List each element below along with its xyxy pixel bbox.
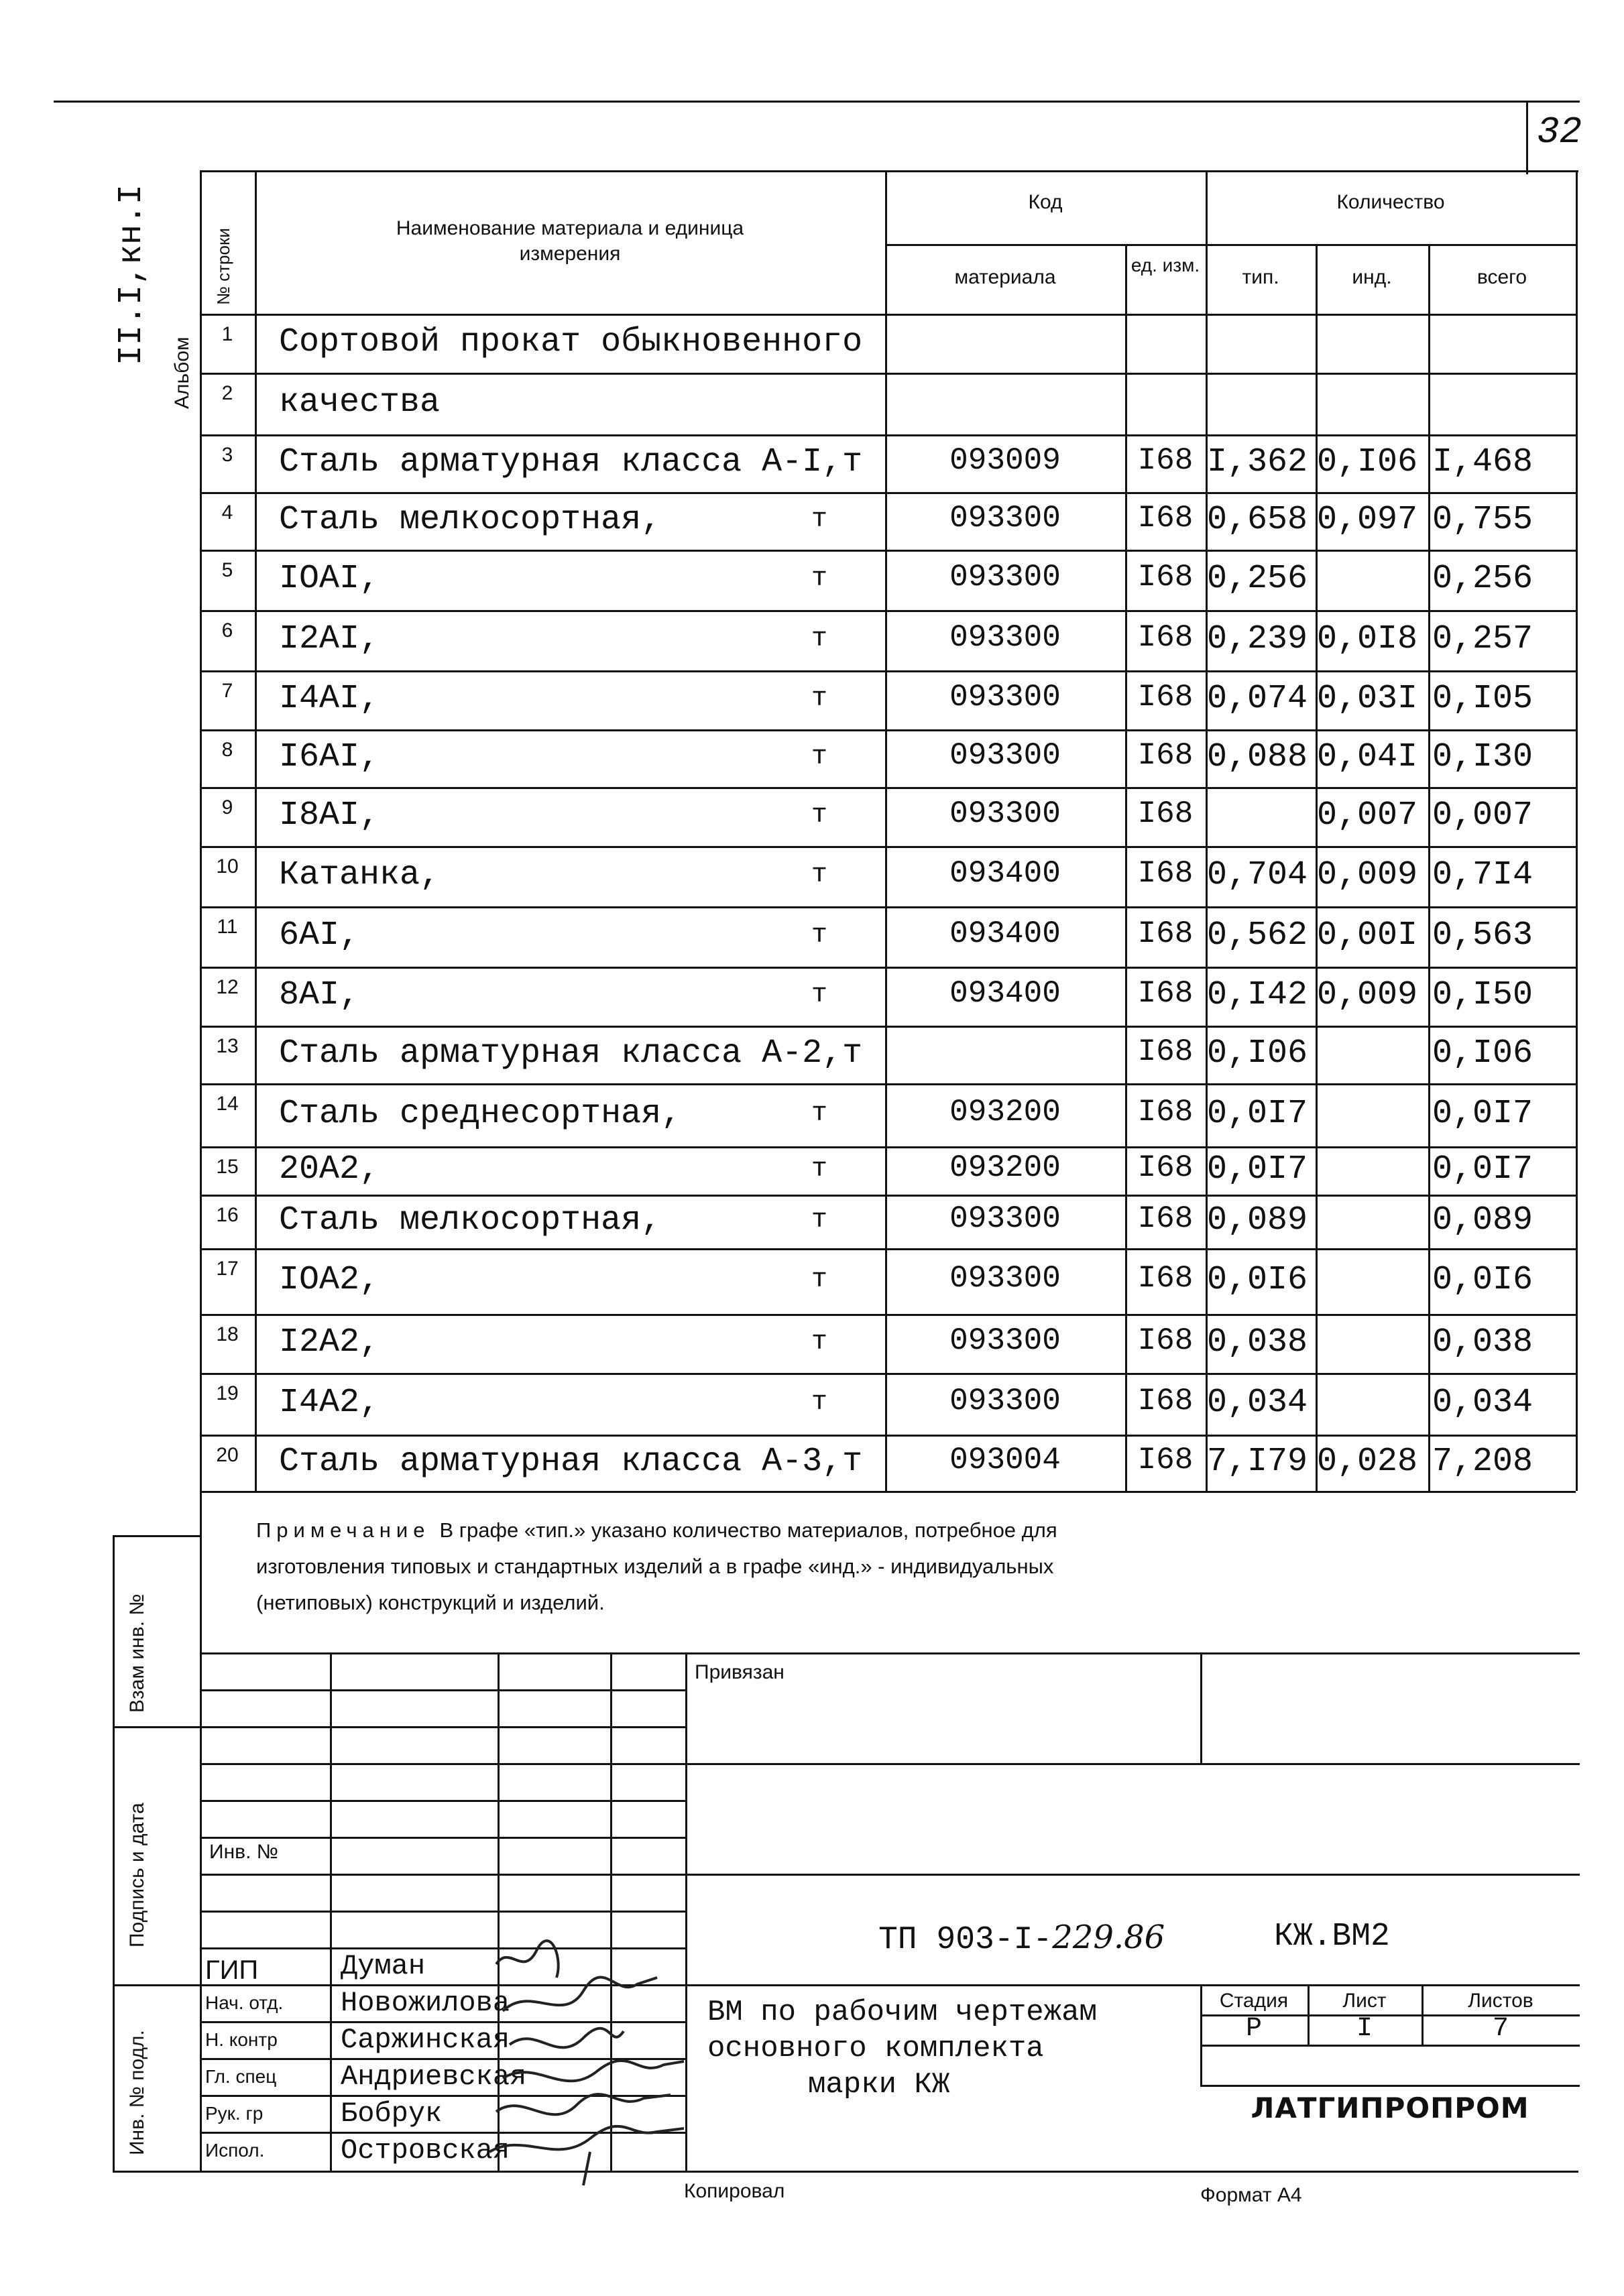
stage-label: Стадия [1219, 1990, 1289, 2012]
cell-unit: т [811, 624, 828, 654]
cell-row-no: 11 [217, 916, 238, 938]
header-code-material: материала [954, 266, 1056, 288]
row-separator [200, 787, 1576, 789]
cell-total: 7,208 [1432, 1443, 1533, 1481]
header-qty: Количество [1336, 191, 1445, 213]
cell-typ: 0,038 [1207, 1323, 1308, 1362]
cell-code: 093300 [949, 620, 1061, 655]
cell-unit-code: I68 [1137, 1095, 1194, 1130]
cell-name: I4AI, [279, 680, 380, 718]
signature-2 [503, 1978, 657, 2011]
row-separator [200, 434, 1576, 436]
tb-h-6 [200, 1874, 1580, 1876]
cell-ind: 0,009 [1317, 976, 1418, 1014]
cell-row-no: 16 [216, 1204, 239, 1226]
cell-unit-code: I68 [1137, 1323, 1194, 1358]
cell-code: 093004 [949, 1443, 1061, 1477]
attached-label: Привязан [695, 1661, 785, 1683]
row-separator [200, 1314, 1576, 1316]
cell-typ: 0,0I7 [1207, 1150, 1308, 1189]
col-sep-ind [1428, 244, 1430, 1491]
cell-unit-code: I68 [1137, 680, 1194, 715]
cell-unit-code: I68 [1137, 738, 1194, 773]
cell-code: 093200 [949, 1095, 1061, 1130]
cell-unit-code: I68 [1137, 1150, 1194, 1185]
cell-row-no: 6 [221, 619, 233, 642]
cell-row-no: 13 [216, 1035, 239, 1057]
row-separator [200, 550, 1576, 552]
tb-h-5 [200, 1837, 685, 1839]
cell-unit-code: I68 [1137, 1201, 1194, 1236]
cell-row-no: 20 [216, 1444, 239, 1466]
cell-unit-code: I68 [1137, 796, 1194, 831]
cell-ind: 0,0I8 [1317, 620, 1418, 658]
description-line-3: марки КЖ [808, 2068, 950, 2102]
doc-mark: КЖ.ВМ2 [1274, 1919, 1390, 1955]
header-row-no: № строки [213, 228, 233, 305]
cell-unit-code: I68 [1137, 443, 1194, 478]
cell-unit: т [811, 1099, 828, 1129]
cell-row-no: 1 [221, 323, 233, 345]
cell-name: 8AI, [279, 976, 360, 1014]
cell-name: Сталь арматурная класса А-I,т [279, 443, 863, 481]
header-code-unit: ед. изм. [1130, 255, 1200, 276]
row-separator [200, 1373, 1576, 1375]
cell-code: 093300 [949, 1384, 1061, 1418]
cell-code: 093300 [949, 501, 1061, 536]
cell-unit: т [811, 1388, 828, 1418]
hdr-mid-line [885, 244, 1576, 246]
cell-name: IOAI, [279, 560, 380, 598]
note-label: Примечание [256, 1518, 430, 1542]
row-separator [200, 1248, 1576, 1250]
role-person: Островская [341, 2134, 510, 2167]
page-number: 32 [1537, 111, 1582, 154]
cell-typ: 0,074 [1207, 680, 1308, 718]
cell-unit: т [811, 564, 828, 594]
col-sep-no [255, 170, 257, 1491]
stamp-sign-date: Подпись и дата [126, 1803, 148, 1947]
cell-ind: 0,00I [1317, 916, 1418, 955]
doc-code-printed: ТП 903-I- [878, 1922, 1053, 1958]
header-name: Наименование материала и единица измерения [396, 217, 744, 265]
role-person: Новожилова [341, 1987, 510, 2019]
album-label: II.I,кн.I [113, 184, 151, 365]
header-qty-ind: инд. [1352, 266, 1392, 288]
row-separator [200, 1195, 1576, 1197]
row-separator [200, 1435, 1576, 1437]
cell-total: 0,563 [1432, 916, 1533, 955]
doc-code [878, 1919, 1165, 1958]
cell-typ: 0,034 [1207, 1384, 1308, 1422]
row-separator [200, 373, 1576, 375]
cell-total: 0,I05 [1432, 680, 1533, 718]
row-separator [200, 1083, 1576, 1085]
sheet-value: I [1356, 2014, 1373, 2044]
cell-total: 0,089 [1432, 1201, 1533, 1240]
hdr-bottom-line [200, 314, 1576, 316]
cell-unit: т [811, 1327, 828, 1357]
stamp-replace-inv: Взам инв. № [126, 1593, 148, 1713]
cell-typ: 0,I06 [1207, 1034, 1308, 1073]
cell-unit: т [811, 920, 828, 951]
cell-row-no: 14 [216, 1093, 239, 1115]
role-person: Андриевская [341, 2061, 527, 2093]
role-title: Н. контр [205, 2029, 278, 2050]
row-separator [200, 967, 1576, 969]
cell-typ: 0,0I7 [1207, 1095, 1308, 1133]
cell-typ: 0,704 [1207, 856, 1308, 894]
cell-row-no: 5 [221, 559, 233, 581]
cell-unit-code: I68 [1137, 856, 1194, 891]
cell-name: Сталь арматурная класса А-2,т [279, 1034, 863, 1073]
cell-row-no: 18 [216, 1323, 239, 1345]
tb-h-9 [200, 1984, 1580, 1986]
cell-unit-code: I68 [1137, 1261, 1194, 1296]
cell-code: 093300 [949, 1323, 1061, 1358]
cell-unit-code: I68 [1137, 976, 1194, 1011]
cell-total: 0,034 [1432, 1384, 1533, 1422]
cell-name: Сталь мелкосортная, [279, 501, 662, 539]
footer-copied: Копировал [684, 2180, 785, 2202]
cell-name: Сортовой прокат обыкновенного [279, 323, 863, 361]
cell-total: 0,I30 [1432, 738, 1533, 776]
cell-total: 0,038 [1432, 1323, 1533, 1362]
signature-5 [496, 2094, 671, 2114]
stage-h-2 [1200, 2045, 1580, 2047]
cell-unit: т [811, 684, 828, 714]
cell-row-no: 12 [216, 976, 239, 998]
signature-6 [489, 2126, 684, 2152]
row-separator [200, 1146, 1576, 1148]
tb-h-4 [200, 1800, 685, 1802]
cell-typ: 0,239 [1207, 620, 1308, 658]
table-top [200, 170, 1578, 172]
cell-name: Сталь мелкосортная, [279, 1201, 662, 1240]
cell-typ: 0,256 [1207, 560, 1308, 598]
cell-name: Катанка, [279, 856, 441, 894]
cell-typ: 0,088 [1207, 738, 1308, 776]
cell-typ: 7,I79 [1207, 1443, 1308, 1481]
cell-typ: 0,089 [1207, 1201, 1308, 1240]
cell-row-no: 2 [221, 382, 233, 404]
cell-row-no: 10 [216, 855, 239, 878]
tb-bottom [113, 2171, 1578, 2173]
cell-name: I6AI, [279, 738, 380, 776]
doc-code-handwritten: 229.86 [1052, 1919, 1165, 1956]
signature-3 [510, 2029, 624, 2048]
table-right [1576, 170, 1578, 1491]
tb-h-1 [200, 1689, 685, 1691]
cell-ind: 0,009 [1317, 856, 1418, 894]
cell-ind: 0,028 [1317, 1443, 1418, 1481]
cell-name: I2AI, [279, 620, 380, 658]
cell-total: 0,755 [1432, 501, 1533, 539]
cell-code: 093300 [949, 680, 1061, 715]
cell-code: 093200 [949, 1150, 1061, 1185]
cell-total: 0,0I7 [1432, 1095, 1533, 1133]
cell-total: 0,007 [1432, 796, 1533, 835]
cell-unit: т [811, 505, 828, 535]
description [707, 1994, 1097, 2103]
sheet-label: Лист [1342, 1990, 1387, 2012]
cell-unit: т [811, 980, 828, 1010]
row-separator [200, 610, 1576, 612]
row-separator [200, 906, 1576, 908]
cell-total: I,468 [1432, 443, 1533, 481]
note-line-2: изготовления типовых и стандартных изделий а в графе «инд.» - индивидуальных [256, 1555, 1054, 1578]
cell-typ: 0,658 [1207, 501, 1308, 539]
cell-code: 093300 [949, 738, 1061, 773]
stamp-sep-2 [113, 1984, 200, 1986]
role-person: Думан [341, 1950, 426, 1982]
cell-typ: 0,0I6 [1207, 1261, 1308, 1299]
cell-code: 093400 [949, 916, 1061, 951]
role-title: Нач. отд. [205, 1992, 284, 2013]
cell-typ: 0,I42 [1207, 976, 1308, 1014]
cell-row-no: 3 [221, 444, 233, 466]
cell-name: I4A2, [279, 1384, 380, 1422]
cell-unit-code: I68 [1137, 1034, 1194, 1069]
cell-name: Сталь среднесортная, [279, 1095, 682, 1133]
role-title: ГИП [205, 1955, 259, 1985]
row-separator [200, 846, 1576, 848]
cell-name: I2A2, [279, 1323, 380, 1362]
organization: ЛАТГИПРОПРОМ [1251, 2092, 1529, 2124]
cell-unit: т [811, 1154, 828, 1185]
cell-unit: т [811, 860, 828, 890]
top-border [54, 101, 1580, 103]
cell-name: 20A2, [279, 1150, 380, 1189]
cell-unit-code: I68 [1137, 501, 1194, 536]
signature-1 [496, 1941, 559, 1978]
cell-code: 093400 [949, 856, 1061, 891]
cell-ind: 0,04I [1317, 738, 1418, 776]
signature-4 [503, 2061, 684, 2081]
stamp-sep-1 [113, 1726, 200, 1728]
cell-unit: т [811, 800, 828, 831]
signature-tail [583, 2152, 590, 2185]
cell-unit: т [811, 1265, 828, 1295]
cell-total: 0,I06 [1432, 1034, 1533, 1073]
cell-name: Сталь арматурная класса А-3,т [279, 1443, 863, 1481]
cell-ind: 0,007 [1317, 796, 1418, 835]
cell-total: 0,0I7 [1432, 1150, 1533, 1189]
cell-row-no: 19 [216, 1382, 239, 1404]
page-number-box [1526, 101, 1528, 174]
note [256, 1512, 1396, 1621]
cell-row-no: 15 [216, 1156, 239, 1178]
note-line-1: В графе «тип.» указано количество материалов, потребное для [439, 1518, 1057, 1542]
tb-h-7 [200, 1911, 685, 1913]
cell-unit-code: I68 [1137, 1443, 1194, 1477]
cell-row-no: 4 [221, 501, 233, 524]
cell-code: 093300 [949, 560, 1061, 595]
description-line-1: ВМ по рабочим чертежам [707, 1996, 1097, 2029]
cell-row-no: 7 [221, 680, 233, 702]
cell-unit-code: I68 [1137, 916, 1194, 951]
cell-name: I8AI, [279, 796, 380, 835]
cell-row-no: 9 [221, 796, 233, 819]
description-line-2: основного комплекта [707, 2032, 1044, 2065]
cell-name: 6AI, [279, 916, 360, 955]
cell-name: IOA2, [279, 1261, 380, 1299]
cell-total: 0,257 [1432, 620, 1533, 658]
role-person: Саржинская [341, 2024, 510, 2056]
row-separator [200, 1491, 1576, 1493]
stage-value: Р [1245, 2014, 1262, 2044]
cell-unit-code: I68 [1137, 560, 1194, 595]
row-separator [200, 670, 1576, 672]
signatures [483, 1937, 697, 2192]
cell-typ: 0,562 [1207, 916, 1308, 955]
cell-total: 0,0I6 [1432, 1261, 1533, 1299]
stamp-inv-orig: Инв. № подл. [126, 2030, 148, 2155]
tb-top [200, 1652, 1580, 1654]
table-left [200, 170, 202, 1491]
tb-h-2 [200, 1726, 685, 1728]
cell-ind: 0,03I [1317, 680, 1418, 718]
row-separator [200, 729, 1576, 731]
cell-unit: т [811, 1205, 828, 1235]
cell-total: 0,256 [1432, 560, 1533, 598]
inv-no-label: Инв. № [209, 1841, 278, 1863]
role-title: Гл. спец [205, 2066, 277, 2087]
note-line-3: (нетиповых) конструкций и изделий. [256, 1591, 605, 1614]
cell-row-no: 17 [216, 1258, 239, 1280]
role-title: Испол. [205, 2140, 265, 2161]
row-separator [200, 1026, 1576, 1028]
cell-typ: I,362 [1207, 443, 1308, 481]
header-qty-total: всего [1476, 266, 1527, 288]
tb-h-3 [200, 1763, 1580, 1765]
cell-total: 0,I50 [1432, 976, 1533, 1014]
cell-ind: 0,097 [1317, 501, 1418, 539]
cell-code: 093400 [949, 976, 1061, 1011]
sheets-value: 7 [1492, 2014, 1509, 2044]
header-qty-typ: тип. [1242, 266, 1279, 288]
album-caption: Альбом [171, 337, 193, 409]
stamp-top [113, 1535, 200, 1537]
cell-total: 0,7I4 [1432, 856, 1533, 894]
role-person: Бобрук [341, 2098, 443, 2130]
cell-unit-code: I68 [1137, 620, 1194, 655]
cell-code: 093300 [949, 1201, 1061, 1236]
tb-v-5 [1200, 1652, 1202, 1763]
cell-unit-code: I68 [1137, 1384, 1194, 1418]
footer-format: Формат А4 [1200, 2184, 1302, 2206]
role-title: Рук. гр [205, 2103, 264, 2124]
header-code: Код [1028, 191, 1063, 213]
stamp-strip-left [113, 1535, 115, 2172]
sheets-label: Листов [1468, 1990, 1533, 2012]
cell-row-no: 8 [221, 739, 233, 761]
cell-name: качества [279, 383, 441, 422]
cell-code: 093300 [949, 796, 1061, 831]
cell-ind: 0,I06 [1317, 443, 1418, 481]
cell-code: 093300 [949, 1261, 1061, 1296]
cell-code: 093009 [949, 443, 1061, 478]
stamp-strip-right [200, 1491, 202, 2172]
row-separator [200, 492, 1576, 494]
cell-unit: т [811, 742, 828, 772]
stage-h-3 [1200, 2085, 1580, 2087]
